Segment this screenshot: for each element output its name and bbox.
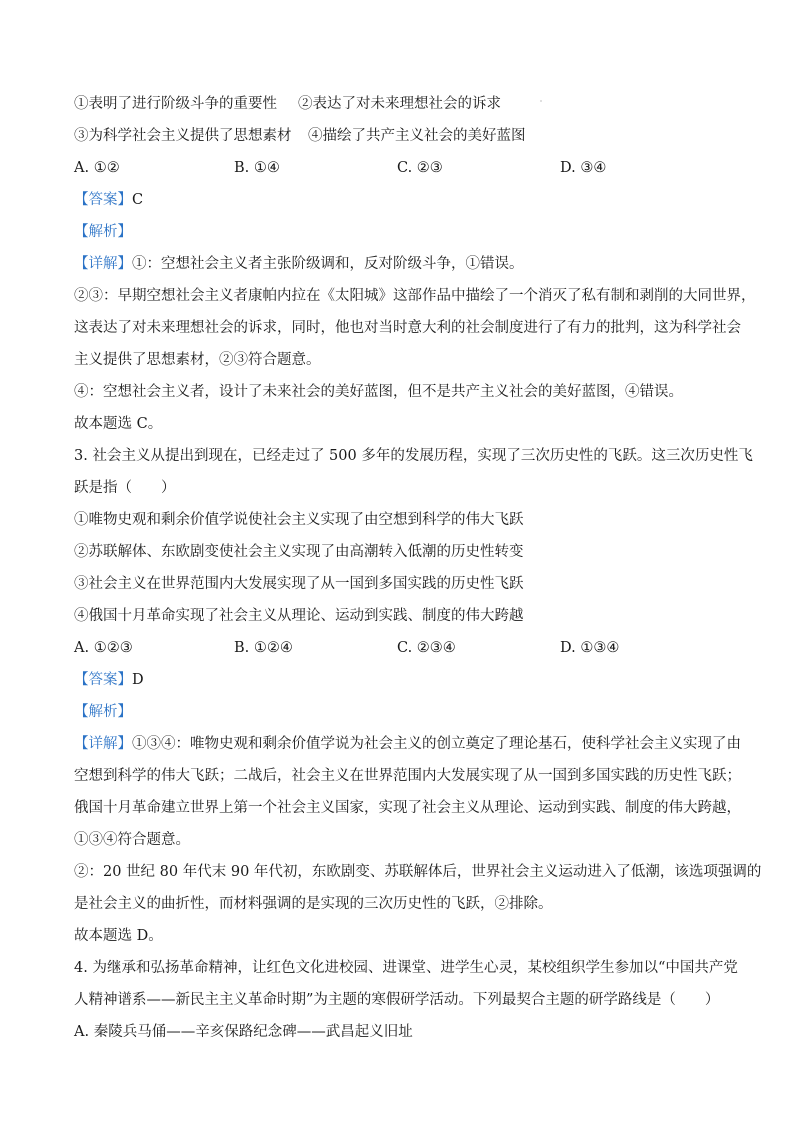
q3-statement-3: ③社会主义在世界范围内大发展实现了从一国到多国实践的历史性飞跃 — [74, 576, 524, 592]
q3-detail-line-6: 是社会主义的曲折性，而材料强调的是实现的三次历史性的飞跃，②排除。 — [74, 896, 553, 912]
q3-detail-text-1: ①③④：唯物史观和剩余价值学说为社会主义的创立奠定了理论基石，使科学社会主义实现了由 — [132, 736, 741, 752]
q2-analysis-tag: 【解析】 — [74, 224, 132, 240]
q3-detail-line-4: ①③④符合题意。 — [74, 832, 190, 848]
q2-statement-4: ④描绘了共产主义社会的美好蓝图 — [308, 128, 526, 144]
q3-option-c: C. ②③④ — [397, 640, 456, 656]
q2-detail-line-2: ②③：早期空想社会主义者康帕内拉在《太阳城》这部作品中描绘了一个消灭了私有制和剥削的大同世界， — [74, 288, 756, 304]
q2-detail-line-5: ④：空想社会主义者，设计了未来社会的美好蓝图，但不是共产主义社会的美好蓝图，④错误。 — [74, 384, 683, 400]
q2-detail-line-1 — [74, 254, 724, 274]
q4-stem-line-2: 人精神谱系——新民主主义革命时期”为主题的寒假研学活动。下列最契合主题的研学路线是（ ） — [74, 992, 720, 1008]
q3-option-d: D. ①③④ — [560, 640, 620, 656]
q2-detail-text-1: ①：空想社会主义者主张阶级调和，反对阶级斗争，①错误。 — [132, 256, 524, 272]
q3-answer-tag: 【答案】 — [74, 672, 132, 688]
q3-conclusion: 故本题选 D。 — [74, 928, 163, 944]
q2-statement-3: ③为科学社会主义提供了思想素材 — [74, 128, 292, 144]
q3-stem-line-1: 3. 社会主义从提出到现在，已经走过了 500 多年的发展历程，实现了三次历史性的飞跃。这三次历史性飞 — [74, 448, 753, 464]
q2-option-a: A. ①② — [74, 160, 120, 176]
q2-detail-line-4: 主义提供了思想素材，②③符合题意。 — [74, 352, 321, 368]
q2-statement-1: ①表明了进行阶级斗争的重要性 — [74, 96, 277, 112]
q2-statements-row-2 — [74, 126, 724, 146]
q2-option-c: C. ②③ — [397, 160, 443, 176]
q2-analysis-heading — [74, 222, 724, 242]
q4-stem-line-1: 4. 为继承和弘扬革命精神，让红色文化进校园、进课堂、进学生心灵，某校组织学生参加以“中国共产党 — [74, 960, 738, 976]
q3-detail-line-3: 俄国十月革命建立世界上第一个社会主义国家，实现了社会主义从理论、运动到实践、制度的伟大跨越， — [74, 800, 741, 816]
q3-answer-value: D — [132, 672, 144, 688]
q2-option-d: D. ③④ — [560, 160, 607, 176]
q2-answer-tag: 【答案】 — [74, 192, 132, 208]
q2-statement-2: ②表达了对未来理想社会的诉求 — [298, 96, 501, 112]
q2-answer-value: C — [132, 192, 144, 208]
q3-detail-tag: 【详解】 — [74, 736, 132, 752]
q2-conclusion: 故本题选 C。 — [74, 416, 163, 432]
q3-option-b: B. ①②④ — [234, 640, 293, 656]
q4-option-a: A. 秦陵兵马俑——辛亥保路纪念碑——武昌起义旧址 — [74, 1024, 413, 1040]
q2-statements-row-1 — [74, 94, 724, 114]
q2-option-b: B. ①④ — [234, 160, 280, 176]
q2-answer — [74, 190, 724, 210]
q3-detail-line-5: ②：20 世纪 80 年代末 90 年代初，东欧剧变、苏联解体后，世界社会主义运动进入了低潮，该选项强调的 — [74, 864, 762, 880]
q3-analysis-tag: 【解析】 — [74, 704, 132, 720]
q3-detail-line-1 — [74, 734, 741, 754]
q3-statement-1: ①唯物史观和剩余价值学说使社会主义实现了由空想到科学的伟大飞跃 — [74, 512, 524, 528]
q2-detail-tag: 【详解】 — [74, 256, 132, 272]
q3-option-a: A. ①②③ — [74, 640, 133, 656]
q3-statement-2: ②苏联解体、东欧剧变使社会主义实现了由高潮转入低潮的历史性转变 — [74, 544, 524, 560]
q3-stem-line-2: 跃是指（ ） — [74, 480, 176, 496]
q3-answer — [74, 670, 724, 690]
q2-detail-line-3: 这表达了对未来理想社会的诉求，同时，他也对当时意大利的社会制度进行了有力的批判，这为科学社会 — [74, 320, 741, 336]
q3-statement-4: ④俄国十月革命实现了社会主义从理论、运动到实践、制度的伟大跨越 — [74, 608, 524, 624]
q3-analysis-heading — [74, 702, 724, 722]
q3-detail-line-2: 空想到科学的伟大飞跃；二战后，社会主义在世界范围内大发展实现了从一国到多国实践的历史性飞跃； — [74, 768, 741, 784]
